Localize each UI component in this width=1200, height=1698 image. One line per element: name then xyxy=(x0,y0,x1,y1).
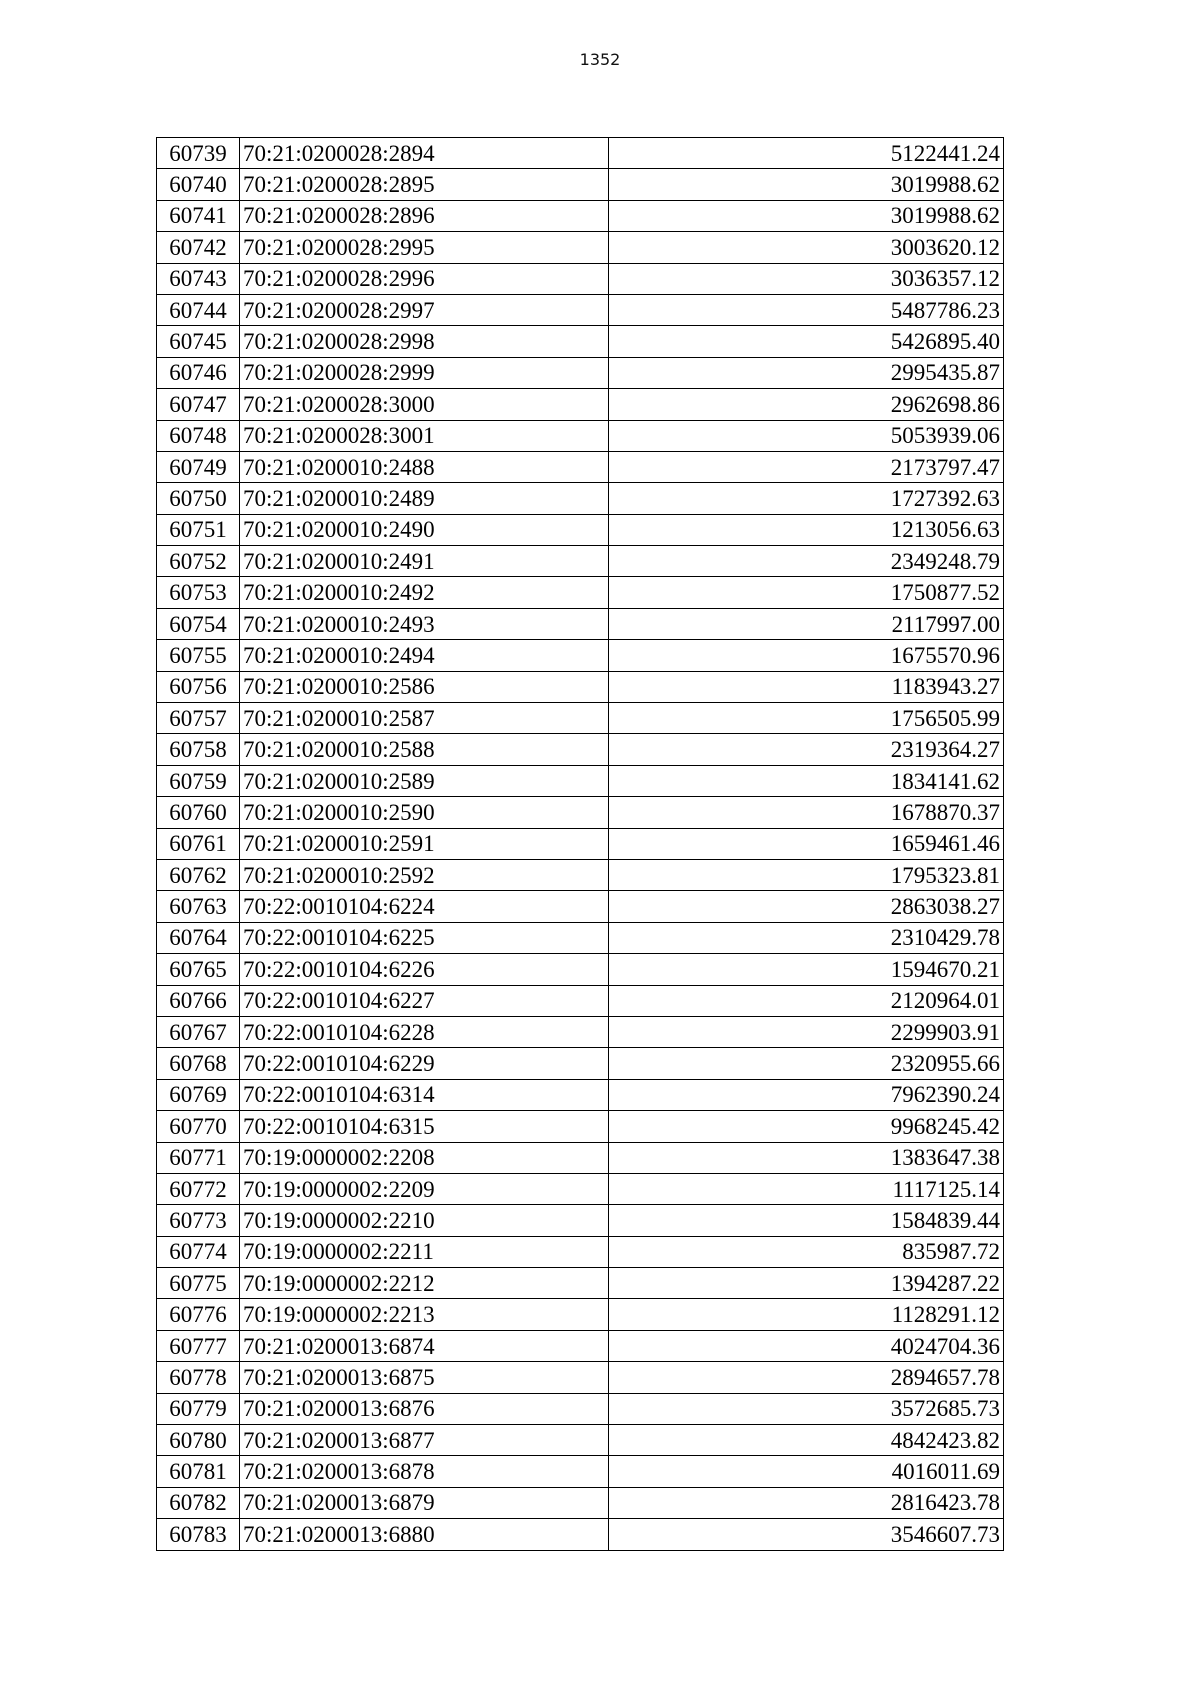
table-row xyxy=(157,546,1004,577)
table-row xyxy=(157,263,1004,294)
cadastral-number-cell: 70:21:0200013:6878 xyxy=(240,1456,609,1487)
row-number-cell: 60753 xyxy=(157,577,240,608)
cadastral-number-cell: 70:21:0200013:6877 xyxy=(240,1425,609,1456)
table-row xyxy=(157,577,1004,608)
row-number-cell: 60756 xyxy=(157,671,240,702)
cadastral-number-cell: 70:21:0200010:2587 xyxy=(240,703,609,734)
cadastral-value-cell: 2310429.78 xyxy=(609,922,1004,953)
cadastral-value-cell: 2120964.01 xyxy=(609,985,1004,1016)
cadastral-number-cell: 70:21:0200028:3000 xyxy=(240,389,609,420)
cadastral-value-cell: 2816423.78 xyxy=(609,1487,1004,1518)
cadastral-value-cell: 2349248.79 xyxy=(609,546,1004,577)
cadastral-number-cell: 70:22:0010104:6227 xyxy=(240,985,609,1016)
table-row xyxy=(157,1111,1004,1142)
row-number-cell: 60782 xyxy=(157,1487,240,1518)
cadastral-value-cell: 4016011.69 xyxy=(609,1456,1004,1487)
cadastral-value-cell: 1594670.21 xyxy=(609,954,1004,985)
table-row xyxy=(157,294,1004,325)
cadastral-number-cell: 70:19:0000002:2208 xyxy=(240,1142,609,1173)
cadastral-number-cell: 70:22:0010104:6314 xyxy=(240,1079,609,1110)
row-number-cell: 60775 xyxy=(157,1268,240,1299)
table-row xyxy=(157,420,1004,451)
cadastral-value-cell: 2863038.27 xyxy=(609,891,1004,922)
table-row xyxy=(157,1425,1004,1456)
cadastral-value-cell: 5426895.40 xyxy=(609,326,1004,357)
cadastral-number-cell: 70:21:0200010:2591 xyxy=(240,828,609,859)
cadastral-value-cell: 1183943.27 xyxy=(609,671,1004,702)
table-row xyxy=(157,357,1004,388)
cadastral-number-cell: 70:21:0200013:6879 xyxy=(240,1487,609,1518)
cadastral-value-cell: 2894657.78 xyxy=(609,1362,1004,1393)
page-number: 1352 xyxy=(579,50,621,69)
row-number-cell: 60766 xyxy=(157,985,240,1016)
table-row xyxy=(157,954,1004,985)
cadastral-value-cell: 1213056.63 xyxy=(609,514,1004,545)
table-row xyxy=(157,1456,1004,1487)
cadastral-number-cell: 70:22:0010104:6228 xyxy=(240,1016,609,1047)
cadastral-number-cell: 70:21:0200010:2589 xyxy=(240,765,609,796)
cadastral-number-cell: 70:21:0200028:2996 xyxy=(240,263,609,294)
cadastral-number-cell: 70:21:0200013:6874 xyxy=(240,1330,609,1361)
table-row xyxy=(157,1393,1004,1424)
cadastral-number-cell: 70:22:0010104:6229 xyxy=(240,1048,609,1079)
row-number-cell: 60771 xyxy=(157,1142,240,1173)
cadastral-value-cell: 5487786.23 xyxy=(609,294,1004,325)
cadastral-number-cell: 70:19:0000002:2213 xyxy=(240,1299,609,1330)
cadastral-number-cell: 70:22:0010104:6225 xyxy=(240,922,609,953)
row-number-cell: 60769 xyxy=(157,1079,240,1110)
row-number-cell: 60742 xyxy=(157,232,240,263)
cadastral-value-cell: 835987.72 xyxy=(609,1236,1004,1267)
row-number-cell: 60781 xyxy=(157,1456,240,1487)
table-row xyxy=(157,169,1004,200)
row-number-cell: 60770 xyxy=(157,1111,240,1142)
row-number-cell: 60778 xyxy=(157,1362,240,1393)
cadastral-number-cell: 70:21:0200028:2999 xyxy=(240,357,609,388)
cadastral-value-cell: 1678870.37 xyxy=(609,797,1004,828)
cadastral-number-cell: 70:21:0200013:6875 xyxy=(240,1362,609,1393)
table-row xyxy=(157,985,1004,1016)
row-number-cell: 60757 xyxy=(157,703,240,734)
cadastral-value-cell: 1834141.62 xyxy=(609,765,1004,796)
cadastral-number-cell: 70:22:0010104:6224 xyxy=(240,891,609,922)
table-row xyxy=(157,1079,1004,1110)
cadastral-value-cell: 1756505.99 xyxy=(609,703,1004,734)
table-row xyxy=(157,671,1004,702)
table-row xyxy=(157,640,1004,671)
cadastral-value-table xyxy=(156,137,1004,1551)
row-number-cell: 60764 xyxy=(157,922,240,953)
cadastral-value-cell: 4842423.82 xyxy=(609,1425,1004,1456)
cadastral-number-cell: 70:21:0200010:2492 xyxy=(240,577,609,608)
row-number-cell: 60761 xyxy=(157,828,240,859)
cadastral-number-cell: 70:19:0000002:2209 xyxy=(240,1173,609,1204)
row-number-cell: 60774 xyxy=(157,1236,240,1267)
cadastral-number-cell: 70:19:0000002:2210 xyxy=(240,1205,609,1236)
row-number-cell: 60741 xyxy=(157,200,240,231)
cadastral-value-cell: 1394287.22 xyxy=(609,1268,1004,1299)
table-row xyxy=(157,326,1004,357)
row-number-cell: 60759 xyxy=(157,765,240,796)
table-row xyxy=(157,703,1004,734)
row-number-cell: 60740 xyxy=(157,169,240,200)
row-number-cell: 60763 xyxy=(157,891,240,922)
row-number-cell: 60747 xyxy=(157,389,240,420)
cadastral-number-cell: 70:19:0000002:2212 xyxy=(240,1268,609,1299)
row-number-cell: 60746 xyxy=(157,357,240,388)
table-row xyxy=(157,765,1004,796)
row-number-cell: 60776 xyxy=(157,1299,240,1330)
cadastral-value-cell: 1727392.63 xyxy=(609,483,1004,514)
row-number-cell: 60744 xyxy=(157,294,240,325)
table-row xyxy=(157,1236,1004,1267)
cadastral-number-cell: 70:21:0200010:2586 xyxy=(240,671,609,702)
cadastral-number-cell: 70:22:0010104:6315 xyxy=(240,1111,609,1142)
cadastral-number-cell: 70:21:0200028:2995 xyxy=(240,232,609,263)
table-row xyxy=(157,514,1004,545)
cadastral-value-cell: 9968245.42 xyxy=(609,1111,1004,1142)
row-number-cell: 60743 xyxy=(157,263,240,294)
table-row xyxy=(157,1268,1004,1299)
cadastral-number-cell: 70:21:0200028:2895 xyxy=(240,169,609,200)
table-row xyxy=(157,451,1004,482)
row-number-cell: 60767 xyxy=(157,1016,240,1047)
cadastral-value-cell: 4024704.36 xyxy=(609,1330,1004,1361)
table-row xyxy=(157,1173,1004,1204)
cadastral-number-cell: 70:21:0200010:2494 xyxy=(240,640,609,671)
cadastral-number-cell: 70:21:0200028:2894 xyxy=(240,138,609,169)
row-number-cell: 60754 xyxy=(157,608,240,639)
cadastral-value-cell: 1117125.14 xyxy=(609,1173,1004,1204)
cadastral-number-cell: 70:19:0000002:2211 xyxy=(240,1236,609,1267)
cadastral-number-cell: 70:21:0200013:6876 xyxy=(240,1393,609,1424)
cadastral-value-cell: 2173797.47 xyxy=(609,451,1004,482)
row-number-cell: 60750 xyxy=(157,483,240,514)
cadastral-number-cell: 70:21:0200010:2590 xyxy=(240,797,609,828)
cadastral-number-cell: 70:21:0200010:2588 xyxy=(240,734,609,765)
row-number-cell: 60749 xyxy=(157,451,240,482)
cadastral-value-cell: 1659461.46 xyxy=(609,828,1004,859)
cadastral-value-cell: 2995435.87 xyxy=(609,357,1004,388)
table-row xyxy=(157,1299,1004,1330)
cadastral-number-cell: 70:21:0200010:2491 xyxy=(240,546,609,577)
table-row xyxy=(157,1362,1004,1393)
table-row xyxy=(157,1330,1004,1361)
row-number-cell: 60755 xyxy=(157,640,240,671)
cadastral-value-cell: 1128291.12 xyxy=(609,1299,1004,1330)
table-row xyxy=(157,1205,1004,1236)
cadastral-value-cell: 1750877.52 xyxy=(609,577,1004,608)
cadastral-value-cell: 2117997.00 xyxy=(609,608,1004,639)
cadastral-value-cell: 5053939.06 xyxy=(609,420,1004,451)
cadastral-number-cell: 70:22:0010104:6226 xyxy=(240,954,609,985)
row-number-cell: 60745 xyxy=(157,326,240,357)
table-row xyxy=(157,859,1004,890)
table-row xyxy=(157,1048,1004,1079)
cadastral-number-cell: 70:21:0200010:2493 xyxy=(240,608,609,639)
cadastral-value-cell: 2319364.27 xyxy=(609,734,1004,765)
cadastral-value-cell: 5122441.24 xyxy=(609,138,1004,169)
cadastral-number-cell: 70:21:0200010:2490 xyxy=(240,514,609,545)
table-row xyxy=(157,232,1004,263)
table-body xyxy=(157,138,1004,1551)
row-number-cell: 60760 xyxy=(157,797,240,828)
cadastral-number-cell: 70:21:0200028:2997 xyxy=(240,294,609,325)
row-number-cell: 60772 xyxy=(157,1173,240,1204)
cadastral-value-cell: 1795323.81 xyxy=(609,859,1004,890)
cadastral-number-cell: 70:21:0200013:6880 xyxy=(240,1519,609,1550)
cadastral-value-cell: 2299903.91 xyxy=(609,1016,1004,1047)
table-row xyxy=(157,138,1004,169)
row-number-cell: 60773 xyxy=(157,1205,240,1236)
row-number-cell: 60758 xyxy=(157,734,240,765)
cadastral-value-cell: 2320955.66 xyxy=(609,1048,1004,1079)
cadastral-value-cell: 3572685.73 xyxy=(609,1393,1004,1424)
row-number-cell: 60768 xyxy=(157,1048,240,1079)
row-number-cell: 60765 xyxy=(157,954,240,985)
cadastral-number-cell: 70:21:0200028:3001 xyxy=(240,420,609,451)
cadastral-number-cell: 70:21:0200028:2896 xyxy=(240,200,609,231)
row-number-cell: 60752 xyxy=(157,546,240,577)
cadastral-value-cell: 2962698.86 xyxy=(609,389,1004,420)
cadastral-value-cell: 3036357.12 xyxy=(609,263,1004,294)
table-row xyxy=(157,1142,1004,1173)
row-number-cell: 60780 xyxy=(157,1425,240,1456)
row-number-cell: 60748 xyxy=(157,420,240,451)
table-row xyxy=(157,922,1004,953)
table-row xyxy=(157,828,1004,859)
row-number-cell: 60777 xyxy=(157,1330,240,1361)
row-number-cell: 60762 xyxy=(157,859,240,890)
row-number-cell: 60739 xyxy=(157,138,240,169)
table-row xyxy=(157,734,1004,765)
table-row xyxy=(157,1016,1004,1047)
cadastral-number-cell: 70:21:0200010:2592 xyxy=(240,859,609,890)
row-number-cell: 60779 xyxy=(157,1393,240,1424)
cadastral-value-cell: 3003620.12 xyxy=(609,232,1004,263)
cadastral-value-cell: 3019988.62 xyxy=(609,200,1004,231)
cadastral-number-cell: 70:21:0200010:2488 xyxy=(240,451,609,482)
table-row xyxy=(157,1519,1004,1550)
cadastral-value-cell: 3019988.62 xyxy=(609,169,1004,200)
table-row xyxy=(157,891,1004,922)
row-number-cell: 60783 xyxy=(157,1519,240,1550)
table-row xyxy=(157,200,1004,231)
table-row xyxy=(157,608,1004,639)
table-row xyxy=(157,797,1004,828)
table-row xyxy=(157,389,1004,420)
cadastral-value-cell: 1584839.44 xyxy=(609,1205,1004,1236)
table-row xyxy=(157,1487,1004,1518)
cadastral-value-cell: 1675570.96 xyxy=(609,640,1004,671)
cadastral-number-cell: 70:21:0200010:2489 xyxy=(240,483,609,514)
cadastral-value-cell: 3546607.73 xyxy=(609,1519,1004,1550)
table-row xyxy=(157,483,1004,514)
cadastral-value-cell: 7962390.24 xyxy=(609,1079,1004,1110)
cadastral-value-cell: 1383647.38 xyxy=(609,1142,1004,1173)
row-number-cell: 60751 xyxy=(157,514,240,545)
cadastral-number-cell: 70:21:0200028:2998 xyxy=(240,326,609,357)
